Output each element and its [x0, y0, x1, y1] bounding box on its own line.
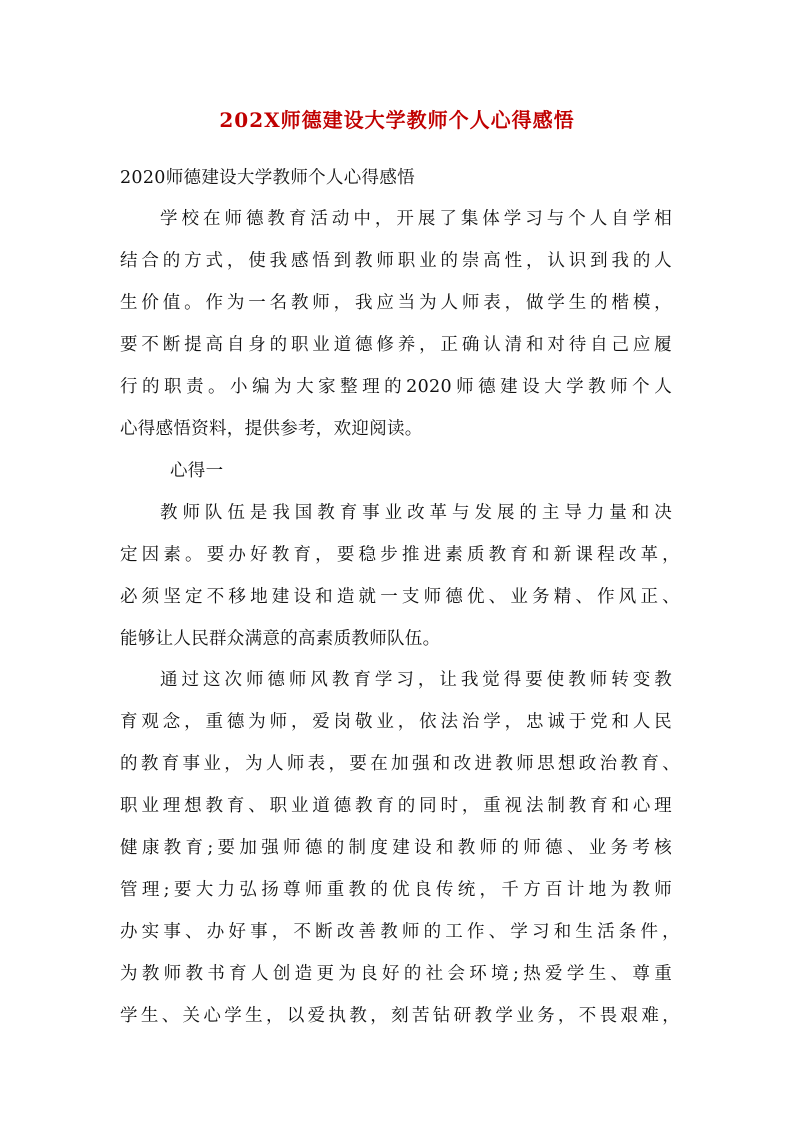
section-heading: 心得一 — [170, 461, 224, 481]
paragraph-line: 为教师教书育人创造更为良好的社会环境;热爱学生、尊重 — [120, 964, 672, 984]
paragraph-line: 结合的方式，使我感悟到教师职业的崇高性，认识到我的人 — [120, 251, 672, 271]
paragraph-line: 要不断提高自身的职业道德修养，正确认清和对待自己应履 — [120, 335, 672, 355]
paragraph-line: 行的职责。小编为大家整理的2020师德建设大学教师个人 — [120, 377, 672, 397]
paragraph-line: 心得感悟资料，提供参考，欢迎阅读。 — [120, 419, 423, 439]
paragraph-line: 通过这次师德师风教育学习，让我觉得要使教师转变教 — [160, 670, 672, 690]
paragraph-line: 育观念，重德为师，爱岗敬业，依法治学，忠诚于党和人民 — [120, 712, 672, 732]
document-subtitle: 2020师德建设大学教师个人心得感悟 — [120, 168, 415, 188]
paragraph-line: 生价值。作为一名教师，我应当为人师表，做学生的楷模， — [120, 293, 672, 313]
paragraph-line: 定因素。要办好教育，要稳步推进素质教育和新课程改革， — [120, 545, 680, 565]
paragraph-line: 管理;要大力弘扬尊师重教的优良传统，千方百计地为教师 — [120, 880, 672, 900]
paragraph-line: 办实事、办好事，不断改善教师的工作、学习和生活条件， — [120, 922, 680, 942]
paragraph-line: 职业理想教育、职业道德教育的同时，重视法制教育和心理 — [120, 796, 672, 816]
paragraph-line: 必须坚定不移地建设和造就一支师德优、业务精、作风正、 — [120, 587, 680, 607]
paragraph-line: 教师队伍是我国教育事业改革与发展的主导力量和决 — [160, 503, 672, 523]
paragraph-line: 能够让人民群众满意的高素质教师队伍。 — [120, 629, 441, 649]
paragraph-line: 的教育事业，为人师表，要在加强和改进教师思想政治教育、 — [120, 754, 680, 774]
document-title: 202X师德建设大学教师个人心得感悟 — [219, 108, 575, 132]
paragraph-line: 学生、关心学生，以爱执教，刻苦钻研教学业务，不畏艰难， — [120, 1006, 680, 1026]
paragraph-line: 学校在师德教育活动中，开展了集体学习与个人自学相 — [160, 209, 672, 229]
paragraph-line: 健康教育;要加强师德的制度建设和教师的师德、业务考核 — [120, 838, 672, 858]
